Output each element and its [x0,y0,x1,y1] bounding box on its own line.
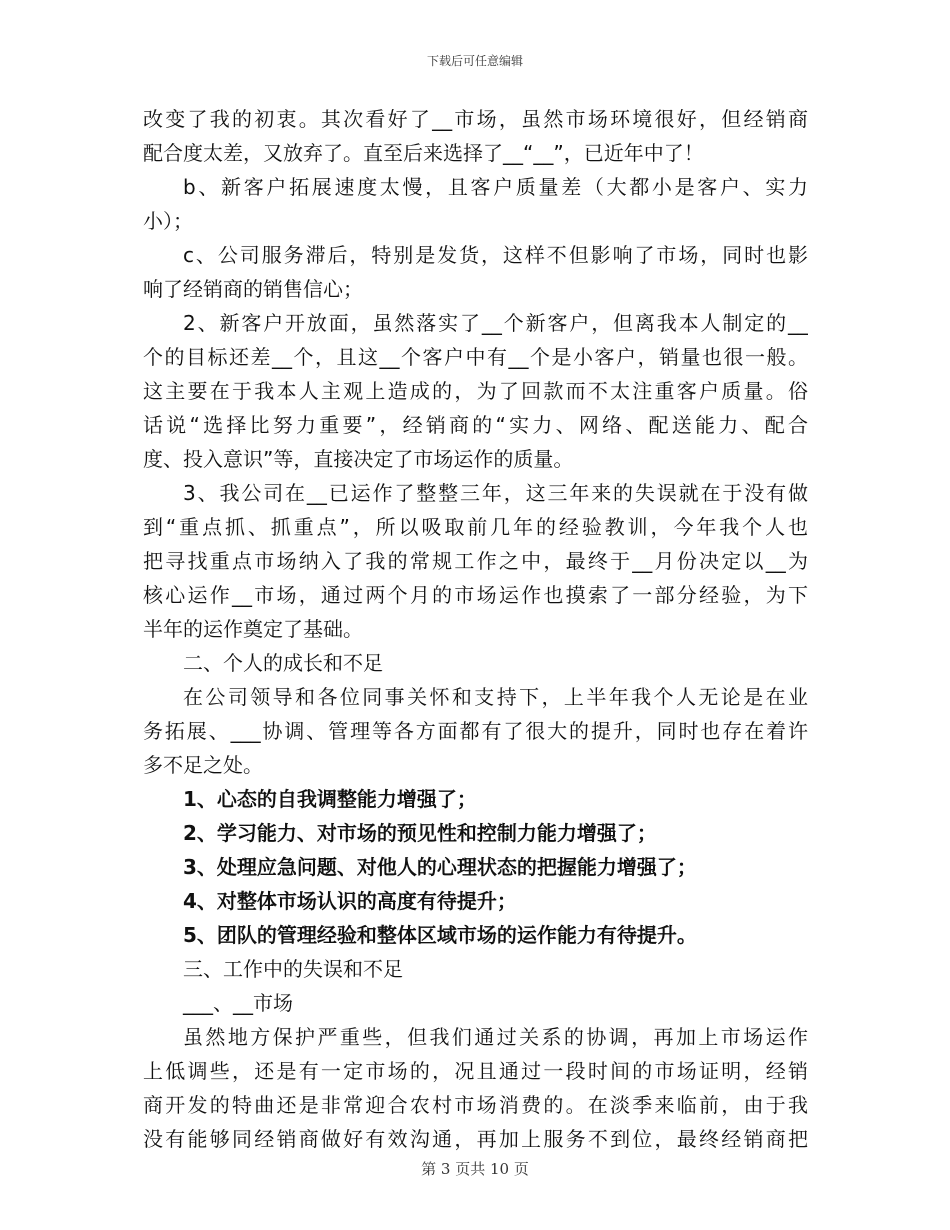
list-item: 4、对整体市场认识的高度有待提升； [183,889,517,913]
paragraph-line: 度、投入意识”等，直接决定了市场运作的质量。 [143,447,574,471]
paragraph-line: 小）； [143,209,193,233]
paragraph-line: 响了经销商的销售信心； [143,277,363,301]
paragraph-line: 商开发的特曲还是非常迎合农村市场消费的。在淡季来临前，由于我 [143,1093,808,1117]
paragraph-line: 3、我公司在__已运作了整整三年，这三年来的失误就在于没有做 [183,481,808,505]
paragraph-line: 到“重点抓、抓重点”，所以吸取前几年的经验教训，今年我个人也 [143,515,808,539]
paragraph-line: 话说“选择比努力重要”，经销商的“实力、网络、配送能力、配合 [143,413,808,437]
section-heading: 二、个人的成长和不足 [183,651,383,675]
document-body [143,102,808,1156]
list-item: 2、学习能力、对市场的预见性和控制力能力增强了； [183,821,657,845]
paragraph-line: 配合度太差，又放弃了。直至后来选择了__“__”，已近年中了！ [143,141,704,165]
paragraph-line: 没有能够同经销商做好有效沟通，再加上服务不到位，最终经销商把 [143,1127,808,1151]
paragraph-line: 多不足之处。 [143,753,263,777]
paragraph-line: 在公司领导和各位同事关怀和支持下，上半年我个人无论是在业 [183,685,808,709]
page-footer: 第 3 页共 10 页 [421,1160,529,1178]
paragraph-line: 个的目标还差__个，且这__个客户中有__个是小客户，销量也很一般。 [143,345,808,369]
paragraph-line: 务拓展、___协调、管理等各方面都有了很大的提升，同时也存在着许 [143,719,808,743]
paragraph-line: 核心运作__市场，通过两个月的市场运作也摸索了一部分经验，为下 [143,583,808,607]
list-item: 1、心态的自我调整能力增强了； [183,787,477,811]
paragraph-line: b、新客户拓展速度太慢，且客户质量差（大都小是客户、实力 [183,175,808,199]
paragraph-line: 虽然地方保护严重些，但我们通过关系的协调，再加上市场运作 [183,1025,808,1049]
paragraph-line: 2、新客户开放面，虽然落实了__个新客户，但离我本人制定的__ [183,311,808,335]
paragraph-line: 这主要在于我本人主观上造成的，为了回款而不太注重客户质量。俗 [143,379,808,403]
paragraph-line: 上低调些，还是有一定市场的，况且通过一段时间的市场证明，经销 [143,1059,808,1083]
paragraph-line: 半年的运作奠定了基础。 [143,617,363,641]
paragraph-line: c、公司服务滞后，特别是发货，这样不但影响了市场，同时也影 [183,243,808,267]
list-item: 3、处理应急问题、对他人的心理状态的把握能力增强了； [183,855,697,879]
list-item: 5、团队的管理经验和整体区域市场的运作能力有待提升。 [183,923,697,947]
paragraph-line: 把寻找重点市场纳入了我的常规工作之中，最终于__月份决定以__为 [143,549,808,573]
page-header: 下载后可任意编辑 [426,54,523,68]
subsection-heading: ___、__市场 [183,991,293,1015]
paragraph-line: 改变了我的初衷。其次看好了__市场，虽然市场环境很好，但经销商 [143,107,808,131]
section-heading: 三、工作中的失误和不足 [183,957,403,981]
